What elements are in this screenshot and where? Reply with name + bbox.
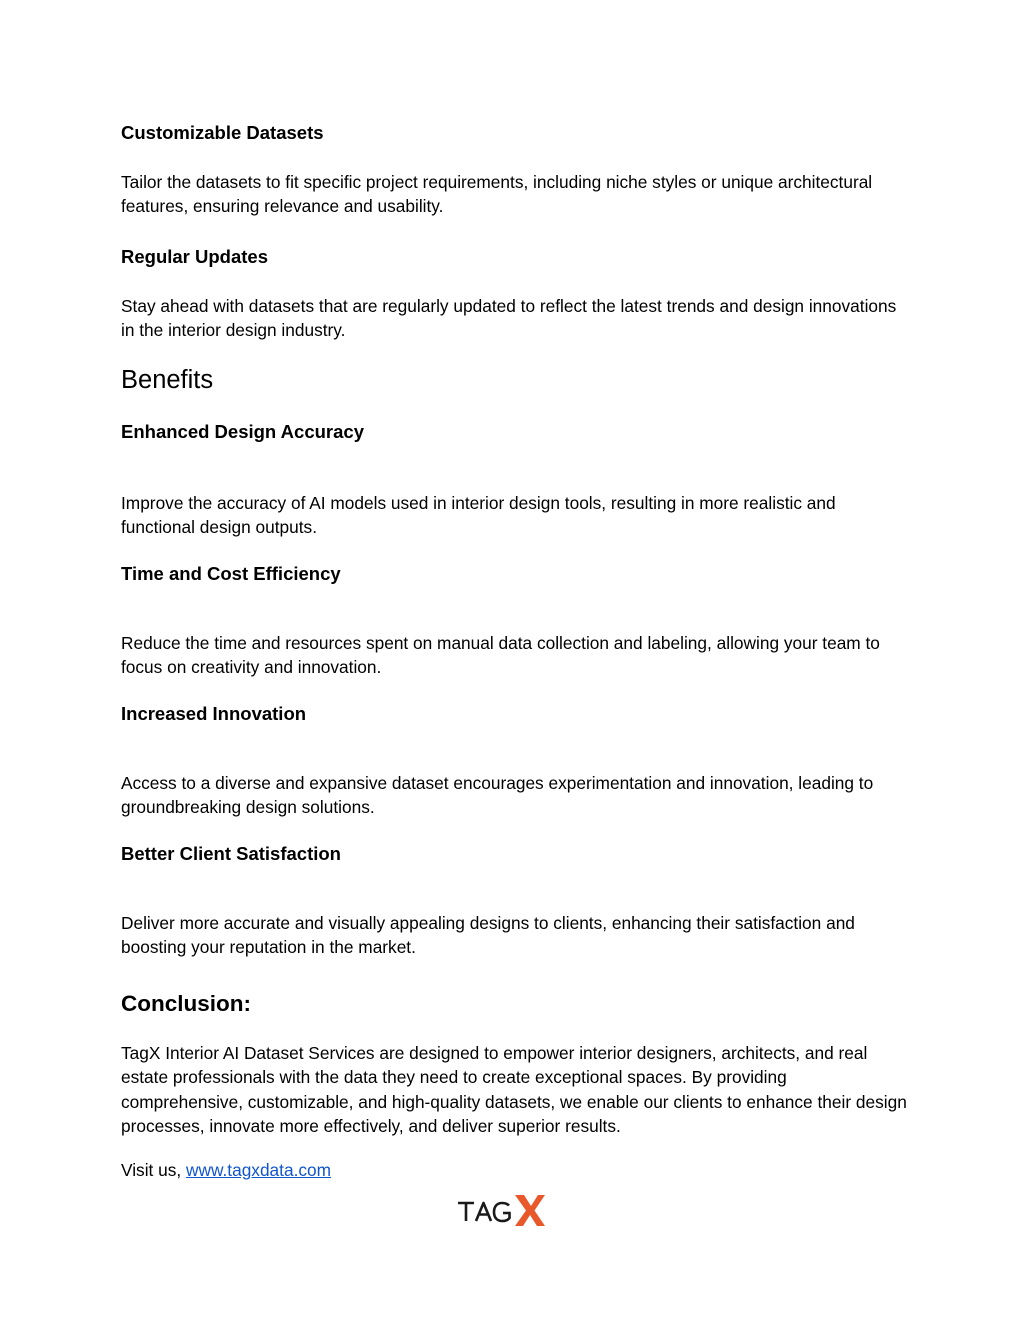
benefit-heading: Enhanced Design Accuracy — [121, 421, 364, 442]
benefit-text: Reduce the time and resources spent on manual data collection and labeling, allowing your team to focus on creativity and innovation. — [121, 633, 880, 678]
benefits-title: Benefits — [121, 366, 214, 394]
visit-line — [121, 1158, 911, 1182]
tagx-logo — [457, 1193, 545, 1227]
regular-updates-heading: Regular Updates — [121, 246, 269, 267]
visit-prefix: Visit us, — [121, 1160, 186, 1180]
customizable-datasets-heading: Customizable Datasets — [121, 122, 324, 143]
conclusion-text: TagX Interior AI Dataset Services are designed to empower interior designers, architects, and real estate professionals with the data they need to create exceptional spaces. By providing comprehensive, customizable, and high-quality datasets, we enable our clients to enhance their design processes, innovate more effectively, and deliver superior results. — [121, 1043, 907, 1136]
benefit-heading: Better Client Satisfaction — [121, 843, 341, 864]
website-link[interactable]: www.tagxdata.com — [186, 1160, 332, 1180]
benefit-text: Improve the accuracy of AI models used in interior design tools, resulting in more realistic and functional design outputs. — [121, 493, 836, 538]
benefit-heading: Increased Innovation — [121, 703, 307, 724]
benefit-heading: Time and Cost Efficiency — [121, 563, 341, 584]
conclusion-title: Conclusion: — [121, 991, 251, 1016]
benefit-text: Access to a diverse and expansive dataset encourages experimentation and innovation, leading to groundbreaking design solutions. — [121, 773, 874, 818]
regular-updates-text: Stay ahead with datasets that are regularly updated to reflect the latest trends and design innovations in the interior design industry. — [121, 296, 897, 341]
customizable-datasets-text: Tailor the datasets to fit specific project requirements, including niche styles or unique architectural features, ensuring relevance and usability. — [121, 172, 873, 217]
benefit-text: Deliver more accurate and visually appealing designs to clients, enhancing their satisfaction and boosting your reputation in the market. — [121, 913, 855, 958]
